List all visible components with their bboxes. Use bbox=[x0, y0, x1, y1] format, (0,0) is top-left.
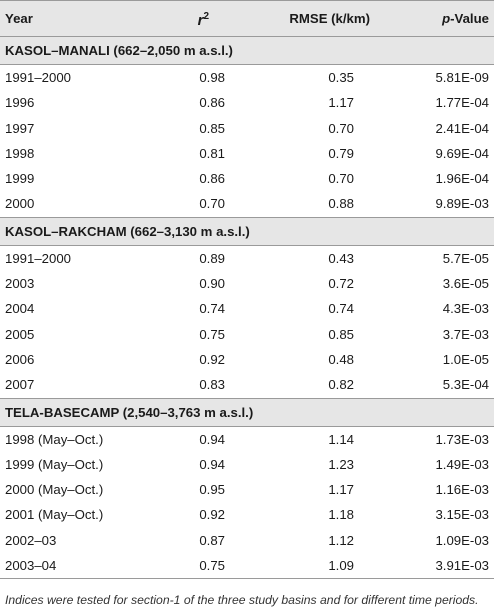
cell-r-squared: 0.81 bbox=[199, 145, 225, 161]
cell-r-squared: 0.70 bbox=[199, 196, 225, 212]
table-body bbox=[0, 37, 494, 579]
cell-r-squared: 0.74 bbox=[199, 301, 225, 317]
cell-r-squared: 0.90 bbox=[199, 276, 225, 292]
cell-r-squared: 0.92 bbox=[199, 507, 225, 523]
table-row bbox=[0, 90, 494, 115]
table-row bbox=[0, 116, 494, 141]
cell-r-squared: 0.94 bbox=[199, 431, 225, 447]
table-row bbox=[0, 166, 494, 191]
cell-year: 2000 (May–Oct.) bbox=[5, 482, 104, 498]
table-row bbox=[0, 296, 494, 321]
cell-year: 1991–2000 bbox=[5, 70, 72, 85]
table-row bbox=[0, 528, 494, 553]
cell-p-value: 5.81E-09 bbox=[435, 70, 489, 85]
table-row bbox=[0, 245, 494, 271]
cell-p-value: 3.15E-03 bbox=[435, 507, 489, 523]
cell-year: 2000 bbox=[5, 196, 35, 212]
cell-r-squared: 0.89 bbox=[199, 250, 225, 266]
cell-rmse: 1.12 bbox=[328, 532, 354, 548]
cell-p-value: 1.96E-04 bbox=[435, 171, 489, 187]
cell-p-value: 1.16E-03 bbox=[435, 482, 489, 498]
cell-p-value: 5.7E-05 bbox=[442, 250, 489, 266]
section-header-row bbox=[0, 217, 494, 245]
cell-year: 2007 bbox=[5, 377, 35, 393]
r-symbol: r bbox=[197, 12, 204, 29]
cell-r-squared: 0.95 bbox=[199, 482, 225, 498]
header-row bbox=[0, 1, 494, 37]
cell-rmse: 0.72 bbox=[328, 276, 354, 292]
cell-r-squared: 0.92 bbox=[199, 351, 225, 367]
table-row bbox=[0, 502, 494, 527]
table-row bbox=[0, 65, 494, 91]
cell-year: 1999 bbox=[5, 171, 35, 187]
cell-rmse: 1.23 bbox=[328, 456, 354, 472]
table-row bbox=[0, 191, 494, 217]
p-symbol: p bbox=[442, 11, 451, 26]
cell-year: 2004 bbox=[5, 301, 35, 317]
cell-r-squared: 0.75 bbox=[150, 553, 253, 579]
cell-r-squared: 0.85 bbox=[199, 120, 225, 136]
cell-p-value: 1.73E-03 bbox=[435, 431, 489, 447]
table-row bbox=[0, 141, 494, 166]
cell-p-value: 1.77E-04 bbox=[435, 95, 489, 111]
cell-p-value: 3.91E-03 bbox=[384, 553, 494, 579]
cell-rmse: 1.17 bbox=[328, 482, 354, 498]
header-p-value bbox=[384, 1, 494, 37]
cell-year: 1991–2000 bbox=[5, 250, 72, 266]
cell-rmse: 1.17 bbox=[328, 95, 354, 111]
cell-year: 2002–03 bbox=[5, 532, 57, 548]
section-title: TELA-BASECAMP (2,540–3,763 m a.s.l.) bbox=[0, 398, 494, 426]
header-year: Year bbox=[0, 1, 150, 37]
header-r-squared bbox=[150, 1, 253, 37]
cell-r-squared: 0.75 bbox=[199, 326, 225, 342]
cell-p-value: 1.0E-05 bbox=[442, 351, 489, 367]
cell-rmse: 0.88 bbox=[328, 196, 354, 212]
cell-rmse: 0.43 bbox=[328, 250, 354, 266]
cell-year: 1999 (May–Oct.) bbox=[5, 456, 104, 472]
table-row bbox=[0, 477, 494, 502]
cell-r-squared: 0.86 bbox=[199, 95, 225, 111]
table-row bbox=[0, 452, 494, 477]
cell-year: 1997 bbox=[5, 120, 35, 136]
header-rmse: RMSE (k/km) bbox=[253, 1, 384, 37]
table-row bbox=[0, 322, 494, 347]
cell-p-value: 5.3E-04 bbox=[442, 377, 489, 393]
cell-rmse: 1.14 bbox=[328, 431, 354, 447]
cell-rmse: 0.70 bbox=[328, 120, 354, 136]
cell-p-value: 1.09E-03 bbox=[435, 532, 489, 548]
cell-r-squared: 0.98 bbox=[199, 70, 225, 85]
section-header-row bbox=[0, 37, 494, 65]
table-header bbox=[0, 1, 494, 37]
table-row bbox=[0, 553, 494, 579]
cell-p-value: 2.41E-04 bbox=[435, 120, 489, 136]
section-header-row bbox=[0, 398, 494, 426]
cell-r-squared: 0.87 bbox=[199, 532, 225, 548]
cell-year: 2006 bbox=[5, 351, 35, 367]
table-footnote: Indices were tested for section-1 of the three study basins and for different time periods. bbox=[5, 593, 479, 607]
r-superscript: 2 bbox=[203, 11, 209, 22]
cell-p-value: 4.3E-03 bbox=[442, 301, 489, 317]
section-title: KASOL–MANALI (662–2,050 m a.s.l.) bbox=[0, 37, 494, 65]
cell-year: 2001 (May–Oct.) bbox=[5, 507, 104, 523]
cell-rmse: 0.85 bbox=[328, 326, 354, 342]
cell-year: 2003–04 bbox=[0, 553, 150, 579]
cell-p-value: 3.7E-03 bbox=[442, 326, 489, 342]
table-row bbox=[0, 347, 494, 372]
table-row bbox=[0, 426, 494, 452]
cell-p-value: 1.49E-03 bbox=[435, 456, 489, 472]
cell-rmse: 0.35 bbox=[328, 70, 354, 85]
p-label: -Value bbox=[450, 11, 489, 26]
cell-r-squared: 0.94 bbox=[199, 456, 225, 472]
cell-p-value: 9.69E-04 bbox=[435, 145, 489, 161]
cell-year: 1998 (May–Oct.) bbox=[5, 431, 104, 447]
table-row bbox=[0, 271, 494, 296]
cell-rmse: 0.82 bbox=[328, 377, 354, 393]
cell-year: 2003 bbox=[5, 276, 35, 292]
cell-year: 1996 bbox=[5, 95, 35, 111]
cell-year: 2005 bbox=[5, 326, 35, 342]
cell-rmse: 0.79 bbox=[328, 145, 354, 161]
cell-p-value: 9.89E-03 bbox=[435, 196, 489, 212]
table-row bbox=[0, 372, 494, 398]
cell-rmse: 1.09 bbox=[253, 553, 384, 579]
cell-year: 1998 bbox=[5, 145, 35, 161]
cell-rmse: 0.48 bbox=[328, 351, 354, 367]
cell-rmse: 0.70 bbox=[328, 171, 354, 187]
cell-r-squared: 0.86 bbox=[199, 171, 225, 187]
section-title: KASOL–RAKCHAM (662–3,130 m a.s.l.) bbox=[0, 217, 494, 245]
cell-r-squared: 0.83 bbox=[199, 377, 225, 393]
cell-rmse: 0.74 bbox=[328, 301, 354, 317]
cell-p-value: 3.6E-05 bbox=[442, 276, 489, 292]
cell-rmse: 1.18 bbox=[328, 507, 354, 523]
